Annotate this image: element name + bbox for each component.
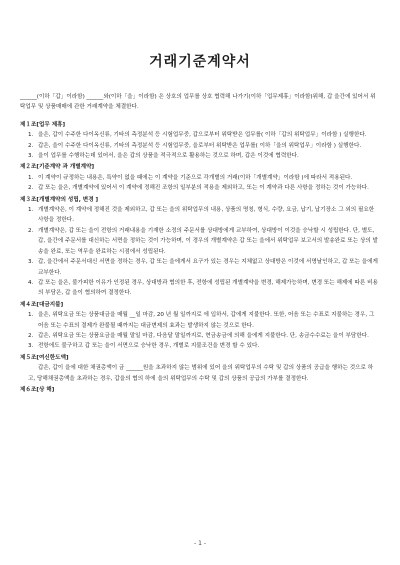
item-number: 1. (28, 132, 34, 139)
article-item (20, 226, 380, 257)
item-text: 전항에도 불구하고 갑 또는 을이 서면으로 승낙한 경우, 개별로 지불조건을 변경 할 수 있다. (38, 343, 260, 350)
article-heading: 제５조[여신한도액] (20, 354, 69, 361)
article-heading: 제１조[업무 제휴] (20, 121, 66, 128)
item-number: 2. (28, 227, 34, 234)
item-text: 갑은, 위탁요금 또는 상품요금을 매월 말일 마감, 다음달 말일까지로, 현금송금에 의해 을에게 지불한다. 단, 송금수수료는 을이 부담한다. (38, 332, 369, 339)
article-item (20, 151, 380, 161)
item-text: 을은, 갑이 수주한 다이옥신류, 기타의 측정분석 등 시험업무중, 갑으로부터 위탁받은 업무를( 이하「갑의 위탁업무」이라함 ) 실행한다. (38, 132, 367, 139)
article-item (20, 257, 380, 278)
document-title: 거래기준계약서 (149, 54, 251, 70)
document-body (20, 92, 380, 395)
article-paragraph: 갑은, 갑이 을에 대한 채권총액이 금 ______원을 초과하지 않는 범위에 있어 을의 위탁업무의 수탁 및 갑의 상품의 공급을 행하는 것으로 하고, 당해채권총액을 초과하는 경우, 갑을의 협의 하에 을의 위탁업무의 수탁 및 갑의 상품의 공급의 가부를 결정한다. (28, 365, 374, 382)
article-item (20, 130, 380, 140)
page-number: - 1 - (194, 540, 206, 547)
item-text: 갑 또는 을은, 개별계약에 있어서 이 계약에 정해진 조항의 일부분의 적용을 제외하고, 또는 이 계약과 다른 사항을 정하는 것이 가능하다. (38, 185, 369, 192)
article-items (20, 130, 380, 161)
item-number: 3. (28, 153, 34, 160)
item-text: 이 계약이 규정하는 내용은, 특약이 없을 때에는 이 계약을 기준으로 각개별의 거래(이하「개별계약」이라함 )에 따라서 적용된다. (38, 174, 353, 181)
item-number: 4. (28, 279, 34, 286)
article-heading: 제６조[상 해] (20, 386, 55, 393)
item-text: 갑, 을간에서 주문서대신 서면을 정하는 경우, 갑 또는 을에게서 요구가 있는 경우는 지체없고 상대방은 이것에 서명날인하고, 갑 또는 을에게 교부한다. (38, 259, 378, 276)
item-number: 3. (28, 343, 34, 350)
item-number: 1. (28, 312, 34, 319)
item-text: 개별계약은, 이 계약에 정해진 것을 제외하고, 갑 또는 을의 위탁업무의 내용, 상품의 명칭, 형식, 수량, 요금, 납기, 납기장소 그 외의 필요한 사항을 정한다. (38, 207, 375, 224)
article-item (20, 141, 380, 151)
item-text: 을이 업무를 수행하는데 있어서, 을은 갑의 상품을 적극적으로 활용하는 것으로 하며, 갑은 이것에 협력한다. (38, 153, 299, 160)
item-number: 1. (28, 207, 34, 214)
item-text: 갑 또는 을은, 불가피한 이유가 인정된 경우, 상대방과 협의한 후, 전항에 성립된 개별계약을 변경, 해제가능하며, 변경 또는 해제에 따른 비용의 부담은, 갑 을이 협의하여 결정한다. (38, 279, 378, 297)
item-text: 갑은, 을이 수주한 다이옥신류, 기타의 측정분석 등 시험업무중, 을로부터 위탁받은 업무를( 이하「을의 위탁업무」이라함 ) 실행한다. (38, 142, 362, 149)
item-text: 을은, 위탁요금 또는 상품대금을 매월 __일 마감, 20 년 월 일까지로 에 입하서, 갑에게 지불한다. 또한, 어음 또는 수표로 지불하는 경우, 그 어음 또는 수표의 결제가 완불될 때까지는 대금변제의 효과는 발생하지 않는 것으로 한다. (38, 312, 375, 329)
item-text: 개별계약은, 갑 또는 을이 전항의 거래내용을 기재한 소정의 주문서를 상대방에게 교부하여, 상대방이 이것을 승낙할 시 성립한다. 단, 별도, 갑, 을간에 주문서를 대신하는 서면을 정하는 것이 가능하며, 이 경우의 개별계약은 갑 또는 을에서 위탁업무 보고서의 발송완료 또는 상의 발송을 완료, 또는 역무을 완료하는 시점에서 성립된다. (38, 227, 378, 255)
article-heading: 제４조[대금지불] (20, 301, 64, 308)
article-heading: 제３조[개별계약의 성립, 변경 ] (20, 196, 99, 203)
article-heading: 제２조[기준계약 과 개별계약] (20, 164, 95, 171)
item-number: 1. (28, 174, 34, 181)
article-item (20, 278, 380, 299)
article-item (20, 331, 380, 341)
article-items (20, 173, 380, 194)
article-item (20, 341, 380, 351)
item-number: 2. (28, 185, 34, 192)
intro-paragraph: ______(이하「갑」이라함) ______와(이하「을」이라함) 은 상호의 업무를 상호 협력해 나가기(이하「업무제휴」이라함)위해, 갑 을간에 있어서 위탁업무 및 상품매매에 관한 거래계약을 체결한다. (20, 94, 376, 111)
item-number: 3. (28, 259, 34, 266)
item-number: 2. (28, 332, 34, 339)
article-item (20, 173, 380, 183)
article-items (20, 310, 380, 352)
item-number: 2. (28, 142, 34, 149)
article-items (20, 205, 380, 299)
article-item (20, 183, 380, 193)
article-item (20, 205, 380, 226)
article-item (20, 310, 380, 331)
